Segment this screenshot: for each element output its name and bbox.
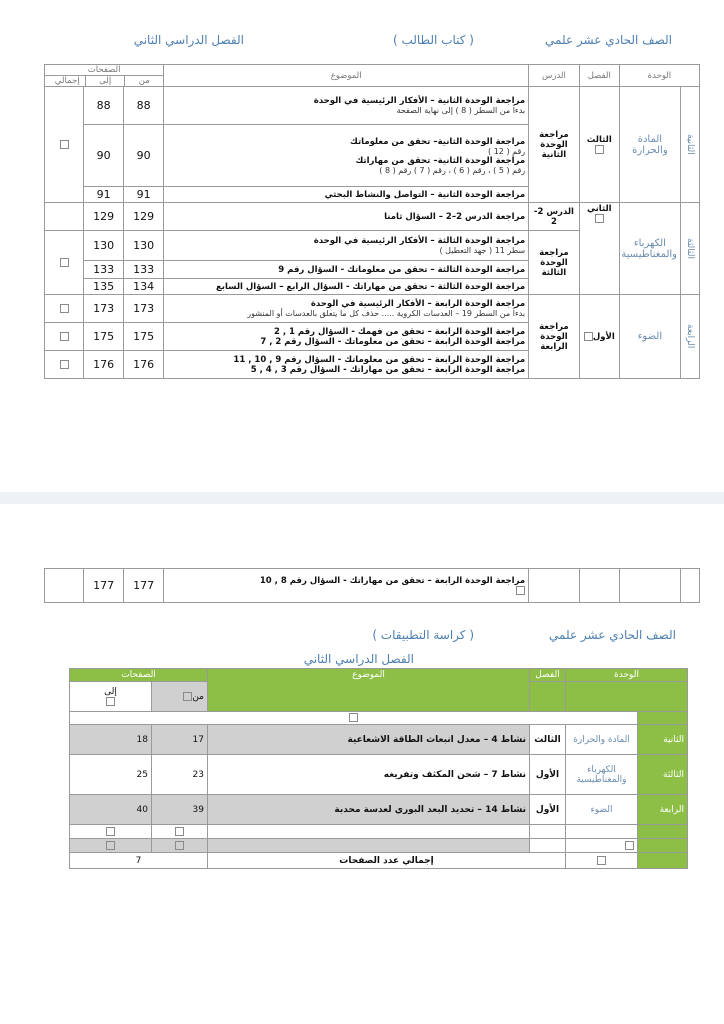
total-cell bbox=[45, 203, 84, 231]
col-term: الفصل bbox=[530, 669, 566, 682]
from-cell: 134 bbox=[124, 279, 164, 295]
to-cell: 130 bbox=[84, 231, 124, 261]
to-cell: 173 bbox=[84, 295, 124, 323]
continued-table bbox=[44, 568, 700, 603]
col-topic: الموضوع bbox=[164, 65, 529, 87]
checkbox-icon bbox=[60, 304, 69, 313]
unit-name bbox=[619, 569, 680, 603]
grade-title: الصف الحادي عشر علمي bbox=[545, 33, 672, 47]
topic-text: مراجعة الوحدة الثانية– تحقق من معلوماتك bbox=[350, 136, 526, 147]
from-cell bbox=[152, 825, 208, 839]
col-topic: الموضوع bbox=[208, 669, 530, 712]
table-header-row bbox=[45, 65, 700, 87]
from-cell: 88 bbox=[124, 87, 164, 125]
table-row bbox=[70, 725, 688, 755]
to-cell: 133 bbox=[84, 261, 124, 279]
to-cell: 88 bbox=[84, 87, 124, 125]
checkbox-icon bbox=[595, 145, 604, 154]
unit-number bbox=[638, 712, 688, 725]
table-header-row bbox=[70, 669, 688, 682]
unit-number: الرابعة bbox=[681, 295, 700, 379]
topic-cell bbox=[164, 351, 529, 379]
topic-text: مراجعة الوحدة الثانية – الأفكار الرئيسية في الوحدة bbox=[313, 96, 526, 106]
topic-text: مراجعة الوحدة الثانية– تحقق من مهاراتك bbox=[355, 155, 526, 166]
col-to bbox=[70, 682, 152, 712]
col-unit: الوحدة bbox=[566, 669, 688, 682]
topic-subtext: بدءاً من السطر ( 8 ) إلى نهاية الصفحة bbox=[396, 106, 526, 115]
topic-cell bbox=[164, 323, 529, 351]
unit-name bbox=[566, 853, 638, 869]
book-title: ( كراسة التطبيقات ) bbox=[372, 628, 474, 642]
unit-name bbox=[566, 825, 638, 839]
table-row bbox=[45, 87, 700, 125]
unit-number: الثالثة bbox=[681, 203, 700, 295]
unit-name: المادة والحرارة bbox=[566, 725, 638, 755]
lesson-cell: مراجعة الوحدة الرابعة bbox=[529, 295, 580, 379]
topic-subtext: بدءاً من السطر 19 – العدسات الكروية ..... حذف كل ما يتعلق بالعدسات أو المنشور bbox=[247, 309, 526, 318]
unit-number bbox=[638, 825, 688, 839]
checkbox-icon bbox=[584, 332, 593, 341]
to-cell: 18 bbox=[70, 725, 152, 755]
student-book-table bbox=[44, 64, 700, 379]
lesson-cell bbox=[529, 569, 580, 603]
topic-cell bbox=[164, 231, 529, 261]
to-cell bbox=[70, 839, 152, 853]
topic-text: مراجعة الوحدة الرابعة – تحقق من فهمك - السؤال رقم 1 , 2 bbox=[273, 326, 526, 337]
col-to: إلى bbox=[85, 76, 124, 86]
topic-cell bbox=[208, 825, 530, 839]
total-cell bbox=[45, 569, 84, 603]
unit-number bbox=[638, 853, 688, 869]
from-cell: 130 bbox=[124, 231, 164, 261]
table-row bbox=[45, 295, 700, 323]
col-unit: الوحدة bbox=[619, 65, 699, 87]
topic-cell: نشاط 14 – تحديد البعد البوري لعدسة محدبة bbox=[208, 795, 530, 825]
total-cell bbox=[45, 231, 84, 295]
term-label: الأول bbox=[592, 331, 615, 342]
topic-subtext: سطر 11 ( جهد التعطيل ) bbox=[439, 246, 526, 255]
unit-name: الكهرباء والمغناطيسية bbox=[566, 755, 638, 795]
table-row bbox=[45, 569, 700, 603]
to-cell: 91 bbox=[84, 187, 124, 203]
pages-label: الصفحات bbox=[45, 65, 163, 76]
table-row bbox=[45, 203, 700, 231]
topic-cell bbox=[164, 569, 529, 603]
total-label: إجمالي عدد الصفحات bbox=[208, 853, 566, 869]
from-cell: 23 bbox=[152, 755, 208, 795]
topic-subtext: رقم ( 5 ) ، رقم ( 6 ) ، رقم ( 7 ) رقم ( 8 ) bbox=[379, 165, 526, 175]
from-cell bbox=[152, 839, 208, 853]
term-cell bbox=[579, 203, 619, 295]
unit-name: الضوء bbox=[566, 795, 638, 825]
term-label: الثاني bbox=[587, 204, 612, 214]
from-cell: 133 bbox=[124, 261, 164, 279]
term-cell: الأول bbox=[530, 755, 566, 795]
checkbox-icon bbox=[183, 692, 192, 701]
term-cell bbox=[530, 825, 566, 839]
to-label: إلى bbox=[104, 686, 117, 697]
checkbox-icon bbox=[349, 713, 358, 722]
total-cell bbox=[45, 295, 84, 323]
checkbox-icon bbox=[595, 214, 604, 223]
table-row bbox=[70, 755, 688, 795]
grade-title: الصف الحادي عشر علمي bbox=[549, 628, 676, 642]
topic-cell: مراجعة الوحدة الثانية – التواصل والنشاط البحثي bbox=[164, 187, 529, 203]
page-2 bbox=[0, 504, 724, 1024]
to-cell bbox=[70, 825, 152, 839]
table-row bbox=[70, 825, 688, 839]
checkbox-icon bbox=[106, 841, 115, 850]
col-from: من bbox=[124, 76, 163, 86]
from-cell: 91 bbox=[124, 187, 164, 203]
from-cell: 173 bbox=[124, 295, 164, 323]
checkbox-icon bbox=[106, 697, 115, 706]
topic-text: مراجعة الوحدة الرابعة – تحقق من مهاراتك - السؤال رقم 3 , 4 , 5 bbox=[250, 364, 526, 375]
unit-name: الكهرباء والمغناطيسية bbox=[619, 203, 680, 295]
topic-cell: نشاط 4 – معدل انبعاث الطاقة الاشعاعية bbox=[208, 725, 530, 755]
unit-number: الرابعة bbox=[638, 795, 688, 825]
to-cell: 129 bbox=[84, 203, 124, 231]
table-row bbox=[70, 712, 688, 725]
term-header-fill bbox=[530, 682, 566, 712]
topic-subtext: رقم ( 12 ) bbox=[488, 146, 526, 156]
to-cell: 135 bbox=[84, 279, 124, 295]
unit-number bbox=[638, 839, 688, 853]
col-from bbox=[152, 682, 208, 712]
checkbox-icon bbox=[106, 827, 115, 836]
topic-cell bbox=[164, 87, 529, 125]
page-separator bbox=[0, 492, 724, 504]
page-1 bbox=[0, 0, 724, 492]
term-cell: الأول bbox=[530, 795, 566, 825]
checkbox-icon bbox=[60, 332, 69, 341]
topic-text: مراجعة الوحدة الرابعة – تحقق من معلوماتك - السؤال رقم 2 , 7 bbox=[260, 336, 526, 347]
term-cell bbox=[579, 87, 619, 203]
unit-number: الثانية bbox=[638, 725, 688, 755]
col-pages: الصفحات bbox=[70, 669, 208, 682]
lesson-cell: مراجعة الوحدة الثالثة bbox=[529, 231, 580, 295]
to-cell: 176 bbox=[84, 351, 124, 379]
term-cell bbox=[579, 569, 619, 603]
unit-name: المادة والحرارة bbox=[619, 87, 680, 203]
topic-text: مراجعة الوحدة الرابعة – تحقق من مهاراتك - السؤال رقم 8 , 10 bbox=[259, 575, 526, 586]
table-row bbox=[70, 839, 688, 853]
applications-table bbox=[69, 668, 688, 869]
from-cell: 90 bbox=[124, 125, 164, 187]
lesson-cell: الدرس 2-2 bbox=[529, 203, 580, 231]
from-cell: 177 bbox=[124, 569, 164, 603]
checkbox-icon bbox=[516, 586, 525, 595]
spacer-cell bbox=[70, 712, 638, 725]
unit-name: الضوء bbox=[619, 295, 680, 379]
to-cell: 40 bbox=[70, 795, 152, 825]
checkbox-icon bbox=[175, 827, 184, 836]
lesson-cell: مراجعة الوحدة الثانية bbox=[529, 87, 580, 203]
checkbox-icon bbox=[60, 140, 69, 149]
from-cell: 129 bbox=[124, 203, 164, 231]
col-pages bbox=[45, 65, 164, 87]
semester-title: الفصل الدراسي الثاني bbox=[303, 652, 414, 666]
checkbox-icon bbox=[625, 841, 634, 850]
term-label: الثالث bbox=[586, 134, 612, 145]
from-cell: 175 bbox=[124, 323, 164, 351]
total-row bbox=[70, 853, 688, 869]
to-cell: 25 bbox=[70, 755, 152, 795]
semester-title: الفصل الدراسي الثاني bbox=[133, 33, 244, 47]
checkbox-icon bbox=[175, 841, 184, 850]
unit-number: الثانية bbox=[681, 87, 700, 203]
total-value: 7 bbox=[70, 853, 208, 869]
checkbox-icon bbox=[60, 360, 69, 369]
topic-cell bbox=[208, 839, 530, 853]
topic-cell: مراجعة الوحدة الثالثة – تحقق من معلوماتك - السؤال رقم 9 bbox=[164, 261, 529, 279]
term-cell bbox=[579, 295, 619, 379]
term-cell: الثالث bbox=[530, 725, 566, 755]
col-total: إجمالي bbox=[54, 76, 80, 86]
col-term: الفصل bbox=[579, 65, 619, 87]
from-cell: 39 bbox=[152, 795, 208, 825]
unit-name bbox=[566, 839, 638, 853]
topic-cell bbox=[164, 295, 529, 323]
topic-text: مراجعة الوحدة الرابعة – تحقق من معلوماتك - السؤال رقم 9 , 10 , 11 bbox=[233, 354, 526, 365]
to-cell: 90 bbox=[84, 125, 124, 187]
total-cell bbox=[45, 351, 84, 379]
unit-number bbox=[681, 569, 700, 603]
total-cell bbox=[45, 323, 84, 351]
to-cell: 175 bbox=[84, 323, 124, 351]
topic-cell: مراجعة الوحدة الثالثة – تحقق من مهاراتك - السؤال الرابع – السؤال السابع bbox=[164, 279, 529, 295]
from-label: من bbox=[192, 691, 204, 702]
book-title: ( كتاب الطالب ) bbox=[392, 33, 474, 47]
to-cell: 177 bbox=[84, 569, 124, 603]
from-cell: 176 bbox=[124, 351, 164, 379]
table-row bbox=[70, 795, 688, 825]
topic-cell: نشاط 7 – شحن المكثف وتفريغه bbox=[208, 755, 530, 795]
term-cell bbox=[530, 839, 566, 853]
total-cell bbox=[45, 87, 84, 203]
topic-cell bbox=[164, 125, 529, 187]
topic-cell: مراجعة الدرس 2–2 – السؤال ثامنا bbox=[164, 203, 529, 231]
topic-text: مراجعة الوحدة الرابعة – الأفكار الرئيسية في الوحدة bbox=[310, 299, 526, 309]
checkbox-icon bbox=[60, 258, 69, 267]
checkbox-icon bbox=[597, 856, 606, 865]
from-cell: 17 bbox=[152, 725, 208, 755]
unit-header-fill bbox=[566, 682, 688, 712]
topic-text: مراجعة الوحدة الثالثة – الأفكار الرئيسية في الوحدة bbox=[313, 236, 526, 246]
unit-number: الثالثة bbox=[638, 755, 688, 795]
col-lesson: الدرس bbox=[529, 65, 580, 87]
